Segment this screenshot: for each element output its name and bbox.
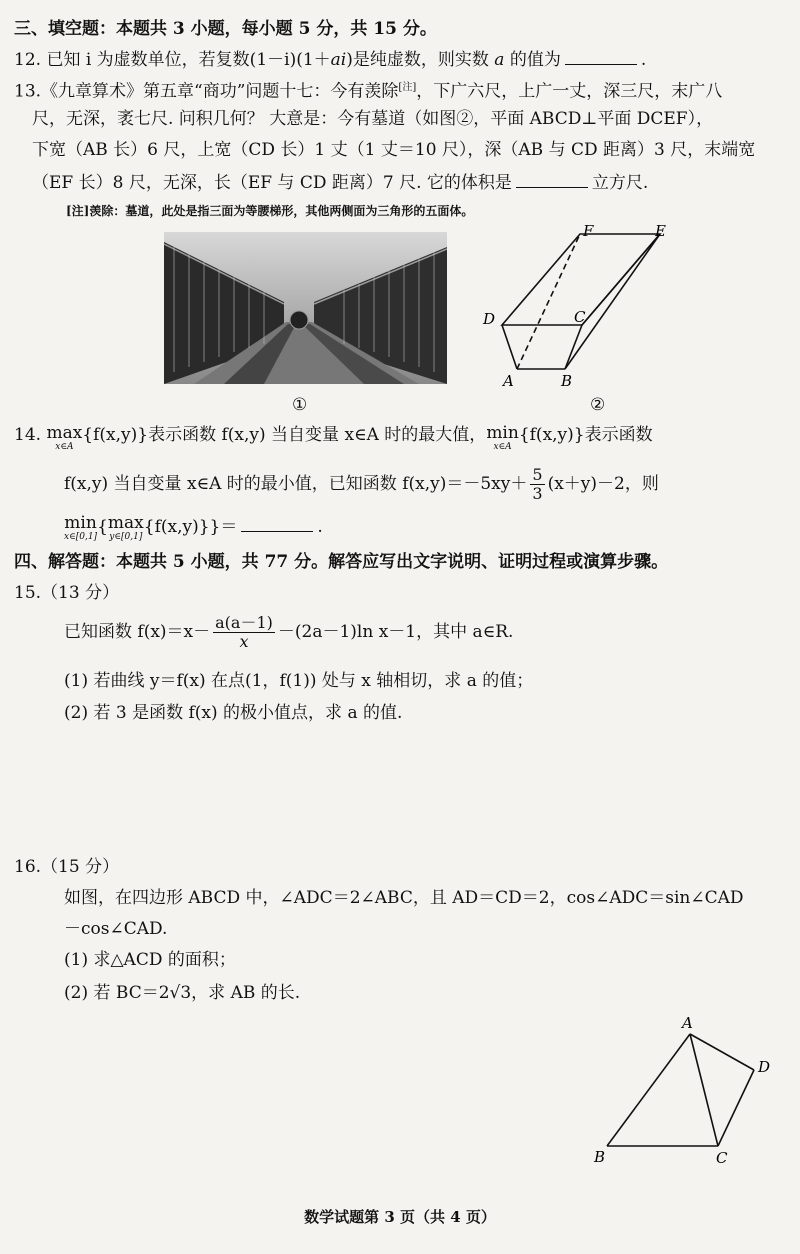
q15-frac-den: x	[239, 632, 249, 651]
q14-min-2: min	[64, 513, 97, 533]
q13-note-mark: [注]	[398, 82, 417, 93]
q13-line4	[32, 170, 800, 194]
edge-CD	[718, 1070, 754, 1146]
q14-frac-num: 5	[532, 465, 543, 484]
q16-head: 16.（15 分）	[14, 857, 120, 877]
q13-answer-blank[interactable]	[516, 170, 588, 188]
q14-sub-xA-2: x∈A	[493, 442, 512, 452]
q12-answer-blank[interactable]	[565, 47, 637, 65]
label-C: C	[574, 308, 586, 326]
q14-fxy-2: {f(x,y)}	[518, 425, 585, 445]
q15-frac-num: a(a－1)	[215, 613, 273, 632]
figure1-caption: ①	[292, 395, 308, 415]
solid-figure	[475, 222, 685, 392]
q14-end: .	[317, 517, 323, 537]
q14-answer-blank[interactable]	[241, 514, 313, 532]
label-F: F	[583, 222, 594, 240]
q15-part2: (2) 若 3 是函数 f(x) 的极小值点，求 a 的值.	[64, 703, 403, 723]
q13-line2: 尺，无深，袤七尺. 问积几何？ 大意是：今有墓道（如图②，平面 ABCD⊥平面 DCEF），	[32, 109, 714, 129]
q16-part2: (2) 若 BC＝2√3，求 AB 的长.	[64, 983, 301, 1003]
q14-line2	[64, 466, 800, 504]
q14-text-4: (x＋y)－2，则	[547, 474, 659, 494]
q14-sub-y01: y∈[0,1]	[109, 532, 143, 542]
q14-text-1: 表示函数 f(x,y) 当自变量 x∈A 时的最大值，	[148, 425, 487, 445]
question-12	[14, 47, 800, 71]
q14-brace: {	[97, 517, 108, 537]
label-C: C	[716, 1149, 728, 1167]
quadrilateral-figure	[590, 1010, 780, 1170]
q13-line1	[14, 77, 800, 103]
section3-title: 三、填空题：本题共 3 小题，每小题 5 分，共 15 分。	[14, 19, 437, 39]
q14-max-1: max	[46, 423, 83, 443]
q12-ai: ai	[330, 50, 347, 70]
q14-fxy-1: {f(x,y)}	[82, 425, 149, 445]
q15-fraction	[213, 614, 275, 651]
q13-line1-text-b: ，下广六尺，上广一丈，深三尺，末广八	[416, 81, 723, 102]
q14-fraction	[530, 466, 544, 503]
label-D: D	[483, 310, 496, 328]
label-E: E	[655, 222, 666, 240]
q13-line4-text: （EF 长）8 尺，无深，长（EF 与 CD 距离）7 尺. 它的体积是	[32, 173, 512, 193]
label-B: B	[594, 1148, 606, 1166]
q14-text-3: f(x,y) 当自变量 x∈A 时的最小值，已知函数 f(x,y)＝－5xy＋	[64, 474, 528, 494]
q12-text-b: )是纯虚数，则实数	[346, 50, 495, 70]
edge-AB	[607, 1034, 690, 1146]
q16-line1: 如图，在四边形 ABCD 中，∠ADC＝2∠ABC，且 AD＝CD＝2，cos∠ADC＝sin∠CAD	[64, 888, 744, 908]
figure2-caption: ②	[590, 395, 606, 415]
q14-max-2: max	[107, 513, 144, 533]
q15-text-2: －(2a－1)ln x－1，其中 a∈R.	[277, 622, 514, 642]
q14-line1	[14, 424, 800, 460]
q14-sub-xA-1: x∈A	[55, 442, 74, 452]
q12-text-c: 的值为	[504, 50, 561, 70]
q15-part1: (1) 若曲线 y＝f(x) 在点(1，f(1)) 处与 x 轴相切，求 a 的值；	[64, 671, 534, 691]
q14-number: 14.	[14, 425, 47, 445]
q15-head: 15.（13 分）	[14, 583, 120, 603]
q12-text-a: 12. 已知 i 为虚数单位，若复数(1－i)(1＋	[14, 50, 331, 70]
page-footer: 数学试题第 3 页（共 4 页）	[304, 1208, 496, 1226]
q14-min-1: min	[486, 423, 519, 443]
label-D: D	[758, 1058, 771, 1076]
q15-text-1: 已知函数 f(x)＝x－	[64, 622, 211, 642]
q14-sub-x01: x∈[0,1]	[64, 532, 98, 542]
q16-part1: (1) 求△ACD 的面积；	[64, 950, 236, 970]
q16-line2: －cos∠CAD.	[64, 919, 168, 939]
q14-line3	[64, 514, 800, 550]
q13-note: [注]羡除：墓道，此处是指三面为等腰梯形，其他两侧面为三角形的五面体。	[66, 204, 474, 218]
q13-line4-unit: 立方尺.	[591, 173, 649, 193]
q14-frac-den: 3	[532, 484, 543, 503]
edge-DA	[690, 1034, 754, 1070]
label-A: A	[503, 372, 514, 390]
q15-line1	[64, 614, 800, 654]
section4-title: 四、解答题：本题共 5 小题，共 77 分。解答应写出文字说明、证明过程或演算步骤。	[14, 552, 669, 572]
q13-line3: 下宽（AB 长）6 尺，上宽（CD 长）1 丈（1 丈＝10 尺），深（AB 与 CD 距离）3 尺，末端宽	[32, 140, 756, 160]
tunnel-photo	[164, 232, 447, 384]
q13-line1-text: 13.《九章算术》第五章“商功”问题十七：今有羡除	[14, 81, 399, 102]
diagonal-AC	[690, 1034, 718, 1146]
q12-end: .	[640, 50, 647, 70]
label-A: A	[682, 1014, 693, 1032]
hidden-edge	[517, 234, 580, 369]
q14-text-2: 表示函数	[584, 425, 653, 445]
q12-var-a: a	[494, 50, 505, 70]
label-B: B	[561, 372, 573, 390]
q14-text-5: {f(x,y)}}＝	[143, 517, 238, 537]
